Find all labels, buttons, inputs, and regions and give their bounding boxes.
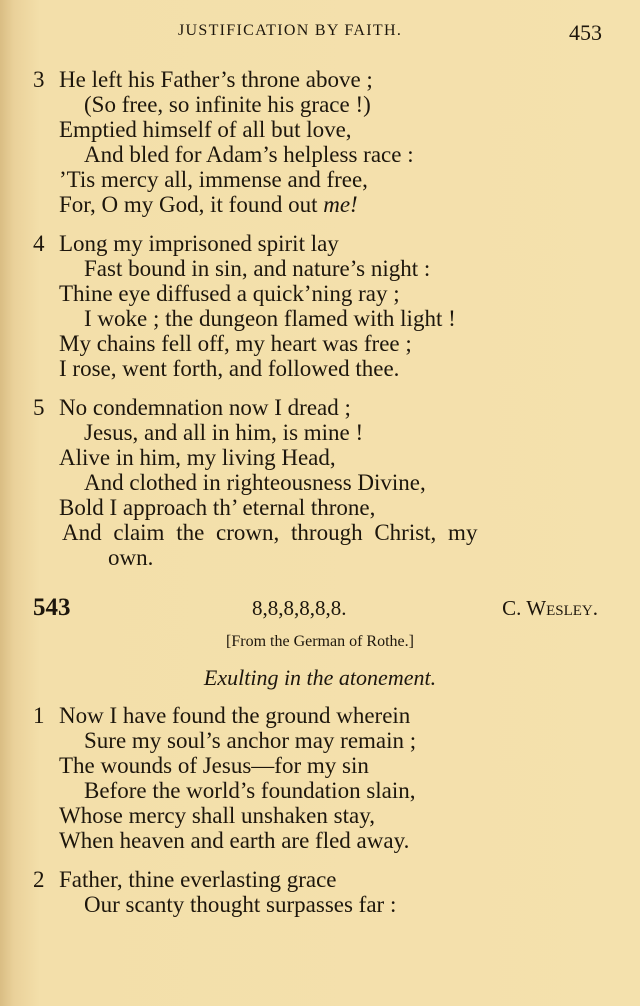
verse-line bbox=[0, 167, 640, 192]
verse-line bbox=[0, 117, 640, 142]
verse-line bbox=[0, 495, 640, 520]
line-text: Jesus, and all in him, is mine ! bbox=[84, 420, 364, 445]
verse-line bbox=[0, 778, 640, 803]
verse-line bbox=[0, 828, 640, 853]
line-text: The wounds of Jesus—for my sin bbox=[59, 753, 369, 778]
hymn-subject: Exulting in the atonement. bbox=[203, 665, 437, 690]
verse-line bbox=[0, 703, 640, 728]
line-text: own. bbox=[108, 545, 154, 570]
line-text: Emptied himself of all but love, bbox=[59, 117, 352, 142]
line-text: Sure my soul’s anchor may remain ; bbox=[84, 728, 417, 753]
verse-line bbox=[0, 803, 640, 828]
verse-line bbox=[0, 867, 640, 892]
line-text: Now I have found the ground wherein bbox=[59, 703, 411, 728]
page-number: 453 bbox=[569, 20, 602, 45]
verse-line bbox=[0, 306, 640, 331]
line-text: ’Tis mercy all, immense and free, bbox=[59, 167, 368, 192]
line-text: Thine eye diffused a quick’ning ray ; bbox=[59, 281, 400, 306]
stanza-number: 2 bbox=[33, 867, 45, 892]
stanza-3 bbox=[0, 67, 640, 217]
stanza-5 bbox=[0, 395, 640, 570]
verse-line bbox=[0, 445, 640, 470]
stanza-number: 4 bbox=[33, 231, 45, 256]
line-text: (So free, so infinite his grace !) bbox=[84, 92, 371, 117]
line-text: Whose mercy shall unshaken stay, bbox=[59, 803, 375, 828]
stanza-number: 1 bbox=[33, 703, 45, 728]
line-text: I woke ; the dungeon flamed with light ! bbox=[84, 306, 456, 331]
line-text: Alive in him, my living Head, bbox=[59, 445, 336, 470]
line-text: Bold I approach th’ eternal throne, bbox=[59, 495, 376, 520]
line-text: Before the world’s foundation slain, bbox=[84, 778, 416, 803]
line-text: He left his Father’s throne above ; bbox=[59, 67, 373, 92]
verse-line bbox=[0, 92, 640, 117]
source-note: [From the German of Rothe.] bbox=[226, 633, 414, 650]
running-title: JUSTIFICATION BY FAITH. bbox=[178, 22, 403, 39]
stanza-number: 3 bbox=[33, 67, 45, 92]
stanza-4 bbox=[0, 231, 640, 381]
line-text: When heaven and earth are fled away. bbox=[59, 828, 410, 853]
verse-line bbox=[0, 753, 640, 778]
line-text: And bled for Adam’s helpless race : bbox=[84, 142, 414, 167]
line-text: No condemnation now I dread ; bbox=[59, 395, 351, 420]
hymn-heading bbox=[0, 594, 640, 624]
stanza-number: 5 bbox=[33, 395, 45, 420]
line-text: I rose, went forth, and followed thee. bbox=[59, 356, 400, 381]
line-text-italic: me! bbox=[323, 192, 358, 217]
verse-line bbox=[0, 142, 640, 167]
verse-line bbox=[0, 420, 640, 445]
line-text: Fast bound in sin, and nature’s night : bbox=[84, 256, 431, 281]
line-text: Our scanty thought surpasses far : bbox=[84, 892, 397, 917]
stanza-2 bbox=[0, 867, 640, 917]
hymn-meter: 8,8,8,8,8,8. bbox=[252, 596, 347, 620]
verse-line bbox=[0, 192, 640, 217]
verse-line bbox=[0, 395, 640, 420]
verse-line bbox=[0, 331, 640, 356]
verse-line bbox=[0, 520, 640, 545]
verse-line bbox=[0, 281, 640, 306]
page-header bbox=[0, 20, 640, 46]
line-text: Long my imprisoned spirit lay bbox=[59, 231, 339, 256]
verse-line bbox=[0, 470, 640, 495]
verse-line bbox=[0, 356, 640, 381]
line-text: For, O my God, it found out bbox=[59, 192, 318, 217]
line-text: Father, thine everlasting grace bbox=[59, 867, 337, 892]
verse-line bbox=[0, 67, 640, 92]
stanza-1 bbox=[0, 703, 640, 853]
line-text: My chains fell off, my heart was free ; bbox=[59, 331, 412, 356]
verse-line bbox=[0, 545, 640, 570]
verse-line bbox=[0, 256, 640, 281]
line-text: And claim the crown, through Christ, my bbox=[62, 520, 478, 545]
verse-line bbox=[0, 231, 640, 256]
verse-line bbox=[0, 892, 640, 917]
hymn-number: 543 bbox=[33, 594, 71, 621]
hymn-author: C. Wesley. bbox=[502, 596, 598, 620]
line-text: And clothed in righteousness Divine, bbox=[84, 470, 426, 495]
verse-line bbox=[0, 728, 640, 753]
